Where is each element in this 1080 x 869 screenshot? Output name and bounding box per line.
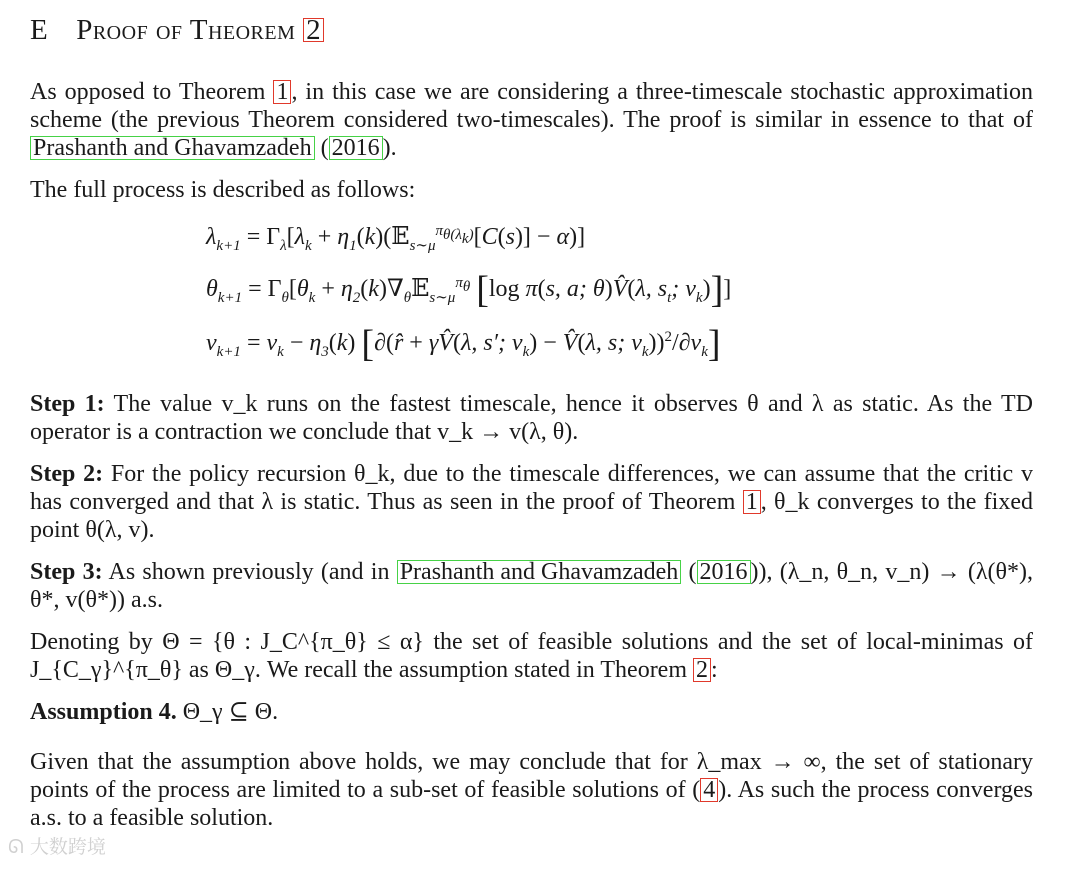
step-1-label: Step 1:: [30, 391, 105, 417]
citation-link[interactable]: Prashanth and Ghavamzadeh: [30, 136, 315, 160]
section-title-text: Proof of Theorem: [76, 14, 296, 46]
citation-year-link[interactable]: 2016: [697, 560, 751, 584]
section-heading: [30, 14, 324, 47]
step-2-paragraph: Step 2: For the policy recursion θ_k, due to the timescale differences, we can assume that the critic v has converged and that λ is static. Thus as seen in the proof of Theorem 1 , θ_k converges to the fixed point θ(λ, v).: [30, 461, 1033, 543]
step-1-paragraph: Step 1: The value v_k runs on the fastest timescale, hence it observes θ and λ as static. As the TD operator is a contraction we conclude that v_k → v(λ, θ).: [30, 391, 1033, 445]
theorem-ref-link[interactable]: 2: [303, 18, 324, 42]
conclusion-paragraph: Given that the assumption above holds, we may conclude that for λ_max → ∞, the set of stationary points of the process are limited to a sub-set of feasible solutions of ( 4 ). As such the process converges a.s. to a feasible solution.: [30, 749, 1034, 831]
step-3-paragraph: Step 3: As shown previously (and in Prashanth and Ghavamzadeh ( 2016 )), (λ_n, θ_n, v_n) → (λ(θ*), θ*, v(θ*)) a.s.: [30, 559, 1033, 613]
theorem-ref-link[interactable]: 1: [743, 490, 761, 514]
theorem-ref-link[interactable]: 1: [273, 80, 291, 104]
assumption-label: Assumption 4.: [30, 699, 177, 725]
citation-year-link[interactable]: 2016: [329, 136, 383, 160]
theorem-ref-link[interactable]: 2: [693, 658, 711, 682]
process-intro: The full process is described as follows:: [30, 177, 416, 203]
equation-theta: $\theta_{k+1} = \Gamma_\theta[\theta_k$ + $\eta_2(k)\nabla_\theta 𝔼_{s\sim\mu}^{\pi_\theta}$ [log π(s, a; θ)V̂(λ, $s_t$; $v_k$)]]: [206, 269, 732, 311]
section-number: E: [30, 14, 49, 46]
equation-lambda: $\lambda_{k+1} = \Gamma_\lambda[\lambda_k$ + $\eta_1(k)(𝔼_{s\sim\mu}^{\pi_{\theta(\lambda_k)}}[C(s)] - \alpha)$]: [206, 223, 586, 254]
watermark-text: 大数跨境: [29, 836, 106, 858]
watermark: [8, 832, 106, 859]
step-3-label: Step 3:: [30, 559, 103, 585]
watermark-logo-icon: ᘏ: [8, 836, 24, 858]
equation-v: $v_{k+1} = v_k - \eta_3(k)$ [∂(r̂ + γV̂(λ, s′; $v_k$) − V̂(λ, s; $v_k))^2/\partial v_k$]: [206, 323, 721, 365]
step-2-label: Step 2:: [30, 461, 104, 487]
equation-ref-link[interactable]: 4: [700, 778, 718, 802]
intro-paragraph: As opposed to Theorem 1 , in this case we are considering a three-timescale stochastic approximation scheme (the previous Theorem considered two-timescales). The proof is similar in essence to that of Prashanth and Ghavamzadeh ( 2016 ).: [30, 79, 1033, 161]
denoting-paragraph: Denoting by Θ = {θ : J_C^{π_θ} ≤ α} the set of feasible solutions and the set of local-minimas of J_{C_γ}^{π_θ} as Θ_γ. We recall the assumption stated in Theorem 2 :: [30, 629, 1033, 683]
citation-link[interactable]: Prashanth and Ghavamzadeh: [397, 560, 682, 584]
assumption-paragraph: Assumption 4. Θ_γ ⊆ Θ.: [30, 699, 279, 725]
